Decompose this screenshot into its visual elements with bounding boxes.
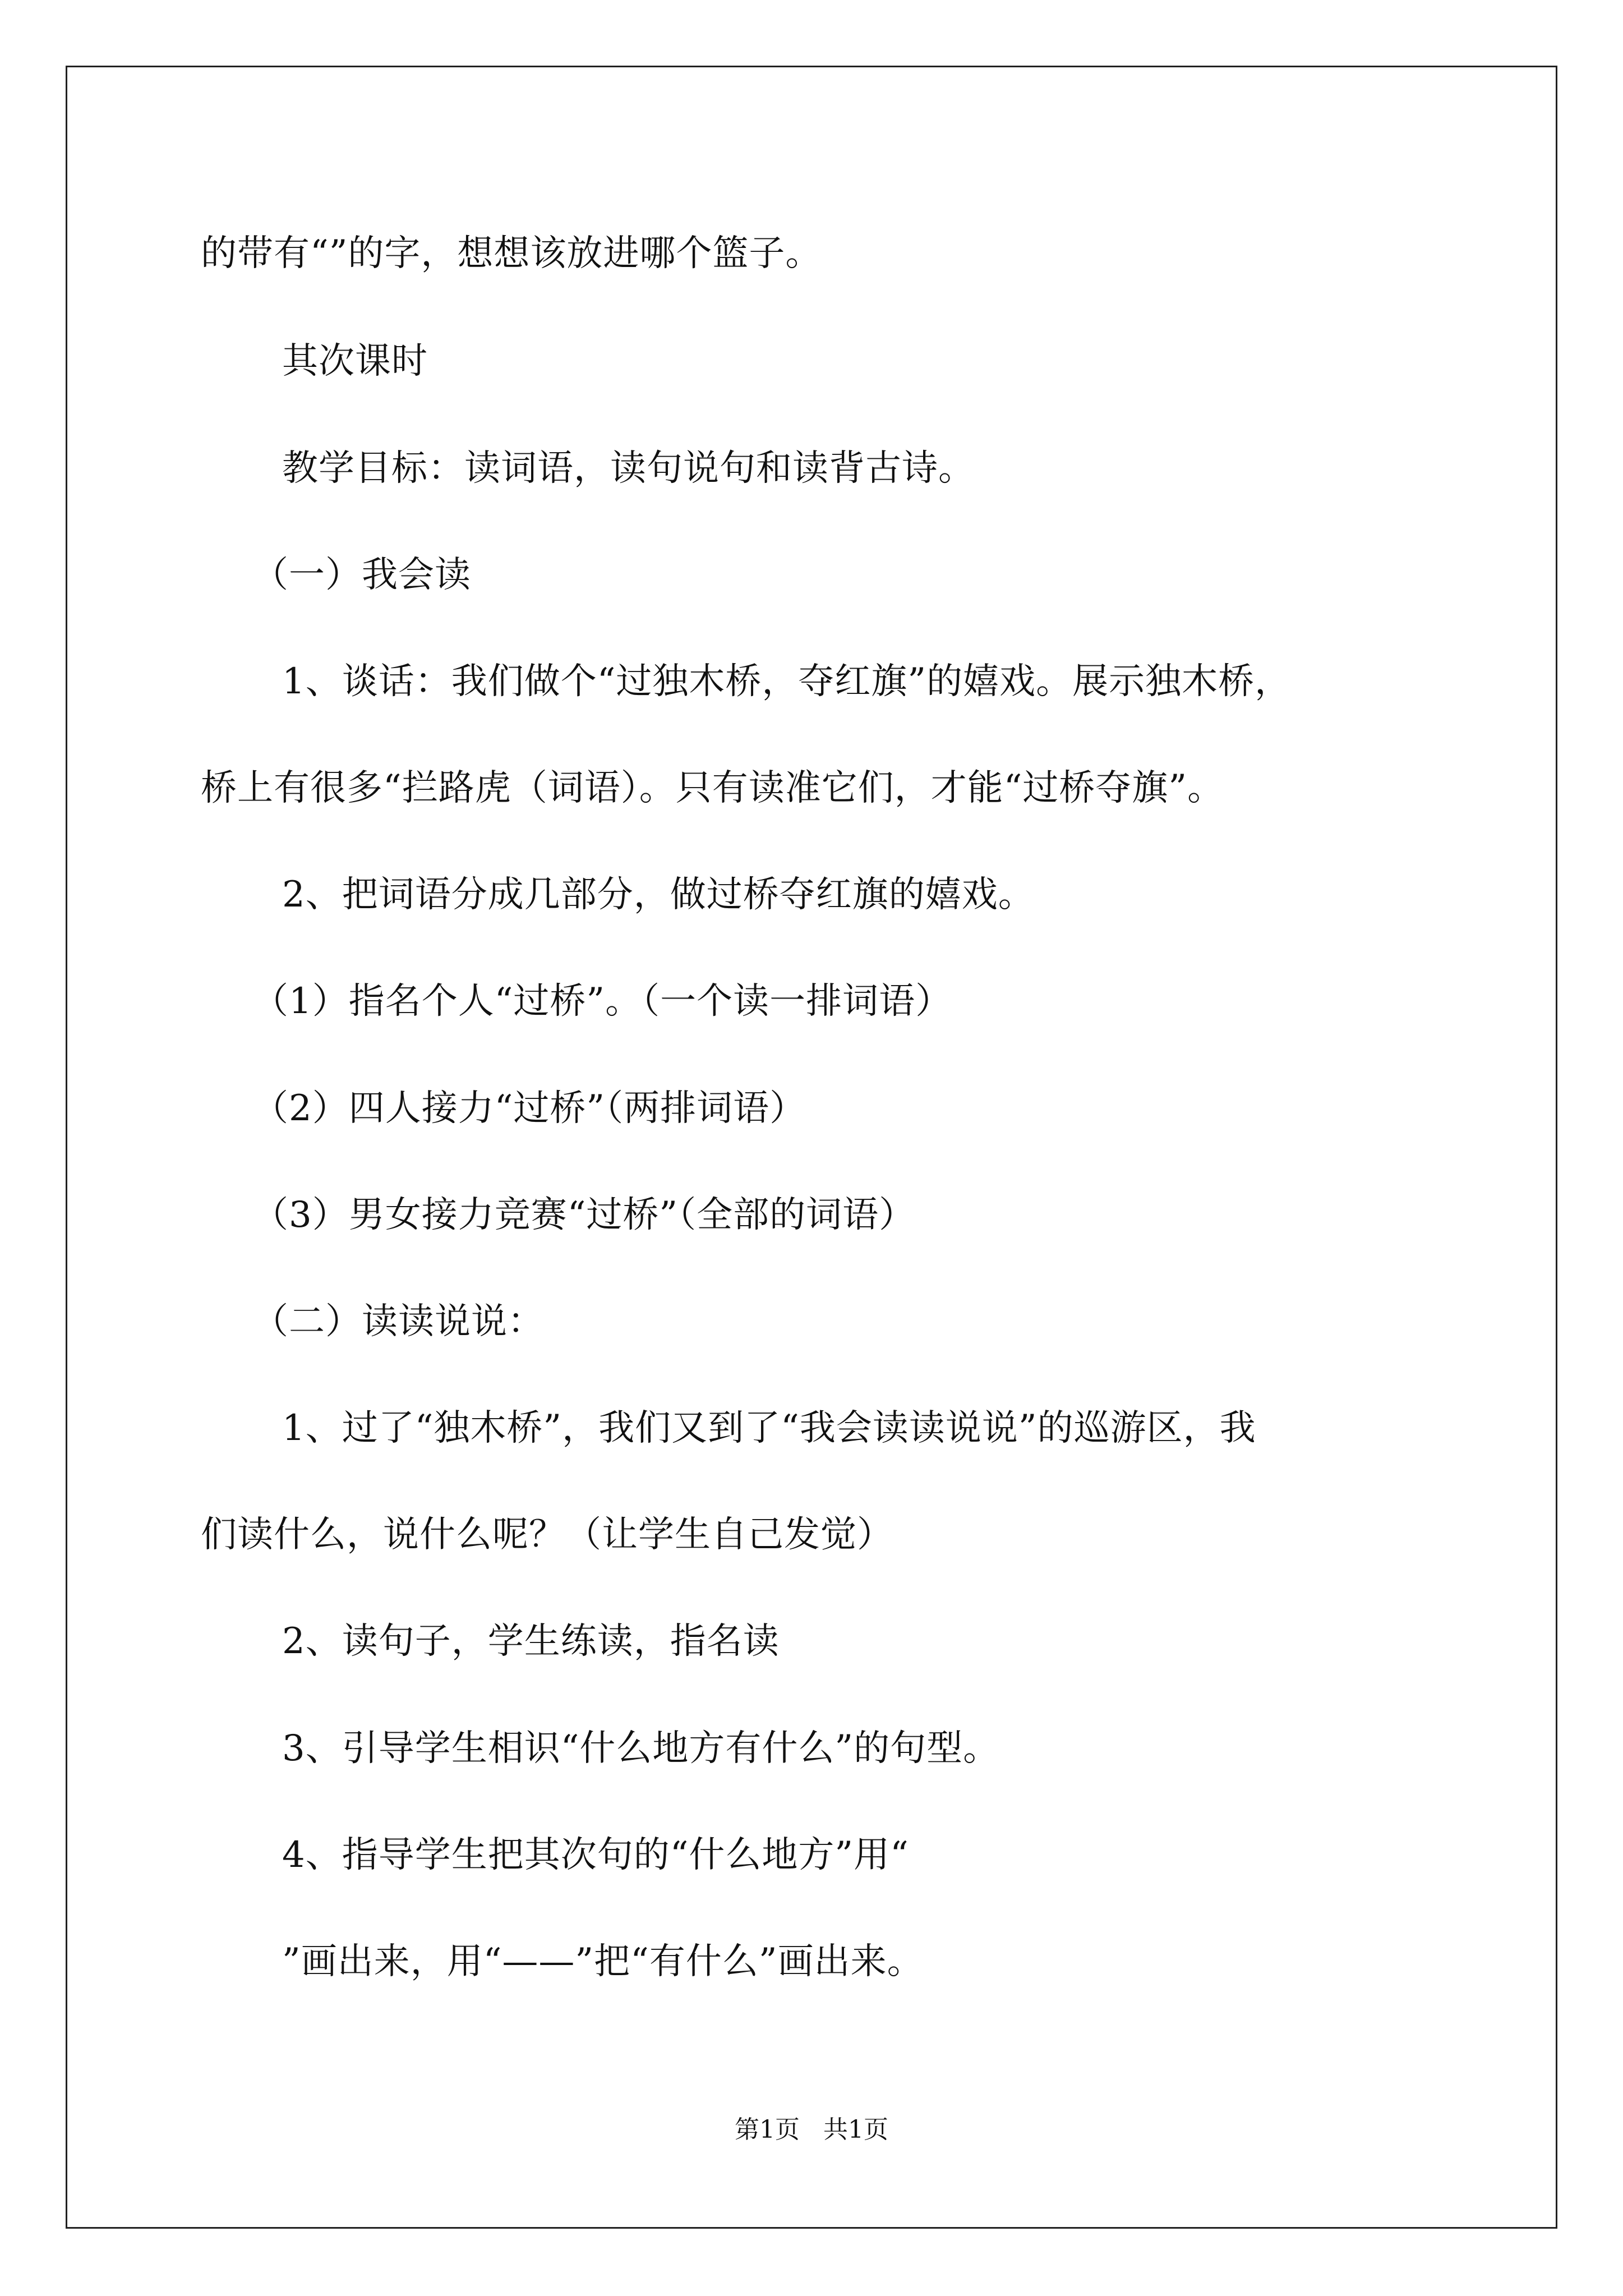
list-item-1: （1）指名个人“过桥”。（一个读一排词语） bbox=[252, 981, 952, 1022]
paragraph-line-5: 1、谈话：我们做个“过独木桥，夺红旗”的嬉戏。展示独木桥， bbox=[282, 661, 1292, 702]
paragraph-line-17: ”画出来，用“——”把“有什么”画出来。 bbox=[282, 1941, 924, 1982]
paragraph-line-12: 1、过了“独木桥”，我们又到了“我会读读说说”的巡游区，我 bbox=[282, 1407, 1256, 1449]
document-body bbox=[67, 67, 1556, 2227]
paragraph-line-13: 们读什么，说什么呢？（让学生自己发觉） bbox=[201, 1514, 893, 1556]
subsection-heading-1: （一）我会读 bbox=[252, 554, 471, 596]
paragraph-line-14: 2、读句子，学生练读，指名读 bbox=[282, 1621, 780, 1662]
paragraph-line-16: 4、指导学生把其次句的“什么地方”用“ bbox=[282, 1834, 909, 1876]
paragraph-line-7: 2、把词语分成几部分，做过桥夺红旗的嬉戏。 bbox=[282, 874, 1035, 915]
paragraph-line-15: 3、引导学生相识“什么地方有什么”的句型。 bbox=[282, 1728, 1000, 1769]
teaching-goal-line: 教学目标：读词语，读句说句和读背古诗。 bbox=[282, 448, 975, 489]
list-item-2: （2）四人接力“过桥”（两排词语） bbox=[252, 1088, 806, 1129]
section-heading-second-lesson: 其次课时 bbox=[282, 341, 428, 382]
list-item-3: （3）男女接力竞赛“过桥”（全部的词语） bbox=[252, 1194, 916, 1236]
page-number-footer: 第1页 共1页 bbox=[735, 2115, 888, 2144]
paragraph-line-6: 桥上有很多“拦路虎（词语）。只有读准它们，才能“过桥夺旗”。 bbox=[201, 767, 1224, 809]
subsection-heading-2: （二）读读说说： bbox=[252, 1301, 544, 1342]
paragraph-line-1: 的带有“”的字，想想该放进哪个篮子。 bbox=[201, 233, 822, 274]
page-frame bbox=[66, 66, 1557, 2229]
